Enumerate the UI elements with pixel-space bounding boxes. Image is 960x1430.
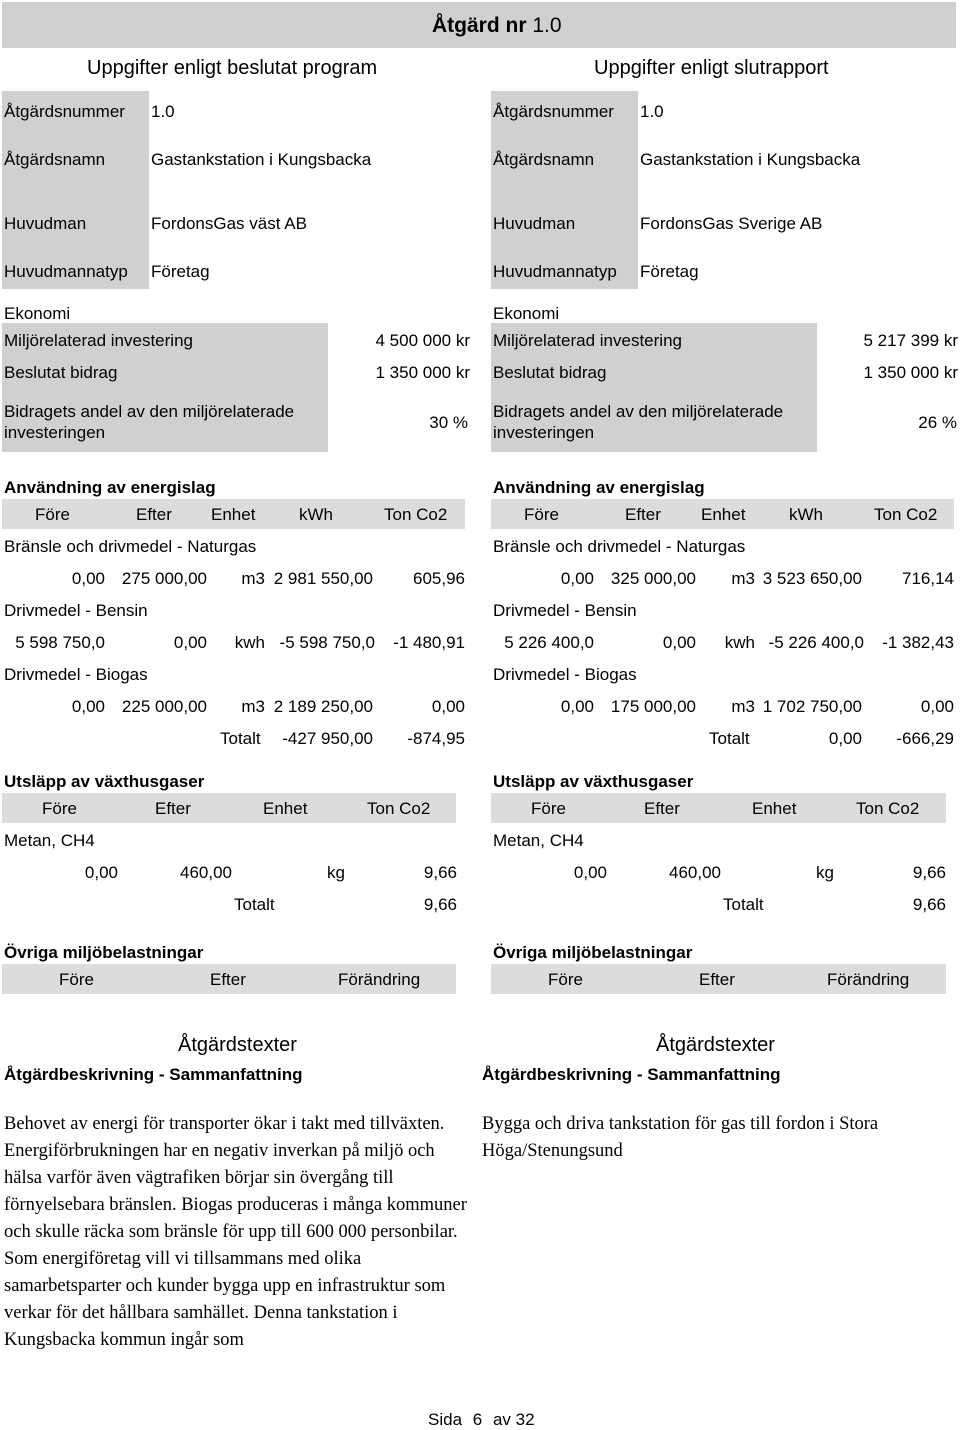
right-energy-cell: 1 702 750,00 [762, 697, 862, 716]
left-grant-label: Beslutat bidrag [4, 363, 118, 382]
right-energy-cell: -5 226 400,0 [768, 633, 864, 652]
right-grant-value: 1 350 000 kr [863, 363, 958, 382]
left-num-label: Åtgärdsnummer [4, 102, 125, 121]
right-other-col-change: Förändring [827, 970, 910, 989]
left-energy-total-kwh: -427 950,00 [282, 729, 373, 748]
right-energy-col-unit: Enhet [701, 505, 746, 524]
left-emissions-col-before: Före [42, 799, 77, 818]
right-type-value: Företag [640, 262, 699, 281]
page-title-label: Åtgärd nr [432, 14, 527, 37]
right-energy-cell: m3 [731, 569, 755, 588]
left-other-title: Övriga miljöbelastningar [4, 943, 204, 962]
left-emissions-cell: 0,00 [84, 863, 118, 882]
page-title [432, 14, 562, 38]
right-emissions-col-after: Efter [644, 799, 680, 818]
left-emissions-total-label: Totalt [234, 895, 275, 914]
left-owner-label: Huvudman [4, 214, 87, 233]
right-investment-value: 5 217 399 kr [863, 331, 958, 350]
right-energy-cell: 0,00 [560, 569, 594, 588]
left-energy-cell: 275 000,00 [121, 569, 207, 588]
right-investment-label: Miljörelaterad investering [493, 331, 682, 350]
right-energy-cell: m3 [731, 697, 755, 716]
right-other-col-after: Efter [699, 970, 735, 989]
right-type-label: Huvudmannatyp [493, 262, 617, 281]
right-energy-cell: 3 523 650,00 [762, 569, 862, 588]
right-energy-cell: 5 226 400,0 [504, 633, 594, 652]
right-energy-group-label: Drivmedel - Bensin [493, 601, 637, 620]
left-investment-label: Miljörelaterad investering [4, 331, 193, 350]
right-energy-col-after: Efter [625, 505, 661, 524]
left-emissions-total-value: 9,66 [423, 895, 457, 914]
right-energy-cell: 325 000,00 [610, 569, 696, 588]
right-grant-label: Beslutat bidrag [493, 363, 607, 382]
right-other-title: Övriga miljöbelastningar [493, 943, 693, 962]
right-emissions-col-co2: Ton Co2 [856, 799, 920, 818]
right-economy-title: Ekonomi [493, 304, 560, 323]
left-name-value: Gastankstation i Kungsbacka [151, 150, 372, 169]
right-energy-col-before: Före [524, 505, 559, 524]
left-economy-title: Ekonomi [4, 304, 71, 323]
left-energy-col-before: Före [35, 505, 70, 524]
left-energy-cell: 0,00 [173, 633, 207, 652]
left-grant-value: 1 350 000 kr [375, 363, 470, 382]
left-other-col-before: Före [59, 970, 94, 989]
right-emissions-cell: 460,00 [669, 863, 721, 882]
left-energy-cell: m3 [241, 569, 265, 588]
right-emissions-cell: kg [816, 863, 834, 882]
right-emissions-col-before: Före [531, 799, 566, 818]
page-title-number: 1.0 [532, 14, 562, 37]
left-emissions-cell: kg [327, 863, 345, 882]
left-other-col-change: Förändring [338, 970, 421, 989]
right-energy-total-co2: -666,29 [896, 729, 954, 748]
right-texts-subtitle: Åtgärdbeskrivning - Sammanfattning [482, 1065, 781, 1084]
footer-of-label: av [492, 1410, 511, 1429]
left-share-value: 30 % [429, 413, 468, 432]
left-energy-col-kwh: kWh [299, 505, 333, 524]
left-emissions-col-co2: Ton Co2 [367, 799, 431, 818]
left-emissions-title: Utsläpp av växthusgaser [4, 772, 205, 791]
right-energy-cell: 175 000,00 [610, 697, 696, 716]
right-other-col-before: Före [548, 970, 583, 989]
right-energy-col-co2: Ton Co2 [874, 505, 938, 524]
left-texts-subtitle: Åtgärdbeskrivning - Sammanfattning [4, 1065, 303, 1084]
right-name-label: Åtgärdsnamn [493, 150, 595, 169]
right-energy-total-label: Totalt [709, 729, 750, 748]
right-energy-col-kwh: kWh [789, 505, 823, 524]
left-energy-cell: 2 189 250,00 [273, 697, 373, 716]
right-emissions-title: Utsläpp av växthusgaser [493, 772, 694, 791]
right-energy-total-kwh: 0,00 [828, 729, 862, 748]
left-energy-total-co2: -874,95 [407, 729, 465, 748]
right-texts-body: Bygga och driva tankstation för gas till fordon i Stora Höga/Stenungsund [482, 1114, 879, 1161]
left-investment-value: 4 500 000 kr [375, 331, 470, 350]
left-type-value: Företag [151, 262, 210, 281]
left-emissions-col-after: Efter [155, 799, 191, 818]
right-num-value: 1.0 [640, 102, 664, 121]
left-energy-cell: 2 981 550,00 [273, 569, 373, 588]
left-energy-cell: 0,00 [431, 697, 465, 716]
left-energy-cell: 0,00 [71, 697, 105, 716]
right-owner-value: FordonsGas Sverige AB [640, 214, 823, 233]
right-energy-title: Användning av energislag [493, 478, 705, 497]
right-owner-label: Huvudman [493, 214, 576, 233]
left-owner-value: FordonsGas väst AB [151, 214, 307, 233]
right-emissions-cell: 0,00 [573, 863, 607, 882]
right-share-label: Bidragets andel av den miljörelaterade investeringen [493, 402, 784, 442]
right-energy-cell: 0,00 [560, 697, 594, 716]
right-emissions-cell: 9,66 [912, 863, 946, 882]
right-share-value: 26 % [918, 413, 957, 432]
right-energy-cell: 0,00 [662, 633, 696, 652]
left-energy-col-after: Efter [136, 505, 172, 524]
left-energy-cell: 225 000,00 [121, 697, 207, 716]
left-energy-cell: 605,96 [413, 569, 465, 588]
left-texts-body: Behovet av energi för transporter ökar i takt med tillväxten. Energiförbrukningen har en negativ inverkan på miljö och hälsa varför även vägtrafiken börjar sin övergång till förnyelsebara bränslen. Biogas produceras i många kommuner och skulle räcka som bränsle för upp till 600 000 personbilar. Som energiföretag vill vi tillsammans med olika samarbetsparter och kunder bygga upp en infrastruktur som verkar för det hållbara samhället. Denna tankstation i Kungsbacka kommun ingår som [4, 1114, 467, 1350]
right-emissions-label: Metan, CH4 [493, 831, 584, 850]
right-energy-group-label: Bränsle och drivmedel - Naturgas [493, 537, 746, 556]
right-emissions-total-value: 9,66 [912, 895, 946, 914]
left-texts-title: Åtgärdstexter [178, 1034, 297, 1056]
left-section-title: Uppgifter enligt beslutat program [87, 57, 378, 79]
footer-page-number: 6 [472, 1410, 483, 1429]
right-energy-group-label: Drivmedel - Biogas [493, 665, 637, 684]
right-name-value: Gastankstation i Kungsbacka [640, 150, 861, 169]
right-section-title: Uppgifter enligt slutrapport [594, 57, 829, 79]
left-emissions-col-unit: Enhet [263, 799, 308, 818]
left-energy-col-co2: Ton Co2 [384, 505, 448, 524]
left-energy-col-unit: Enhet [211, 505, 256, 524]
left-energy-group-label: Drivmedel - Biogas [4, 665, 148, 684]
right-energy-cell: 0,00 [920, 697, 954, 716]
right-emissions-total-label: Totalt [723, 895, 764, 914]
right-energy-cell: -1 382,43 [882, 633, 954, 652]
right-emissions-col-unit: Enhet [752, 799, 797, 818]
left-energy-cell: kwh [234, 633, 265, 652]
left-type-label: Huvudmannatyp [4, 262, 128, 281]
left-energy-cell: -5 598 750,0 [279, 633, 375, 652]
footer-page-label: Sida [428, 1410, 463, 1429]
right-num-label: Åtgärdsnummer [493, 102, 614, 121]
page-footer [428, 1410, 535, 1430]
left-energy-cell: 5 598 750,0 [15, 633, 105, 652]
left-energy-group-label: Bränsle och drivmedel - Naturgas [4, 537, 257, 556]
left-other-col-after: Efter [210, 970, 246, 989]
left-energy-title: Användning av energislag [4, 478, 216, 497]
right-texts-title: Åtgärdstexter [656, 1034, 775, 1056]
left-energy-total-label: Totalt [220, 729, 261, 748]
left-num-value: 1.0 [151, 102, 175, 121]
left-emissions-cell: 460,00 [180, 863, 232, 882]
left-name-label: Åtgärdsnamn [4, 150, 106, 169]
left-energy-cell: -1 480,91 [393, 633, 465, 652]
left-energy-group-label: Drivmedel - Bensin [4, 601, 148, 620]
left-share-label: Bidragets andel av den miljörelaterade investeringen [4, 402, 295, 442]
left-emissions-label: Metan, CH4 [4, 831, 95, 850]
right-energy-cell: kwh [724, 633, 755, 652]
right-energy-cell: 716,14 [902, 569, 954, 588]
left-emissions-cell: 9,66 [423, 863, 457, 882]
left-energy-cell: 0,00 [71, 569, 105, 588]
left-energy-cell: m3 [241, 697, 265, 716]
footer-page-total: 32 [515, 1410, 535, 1429]
